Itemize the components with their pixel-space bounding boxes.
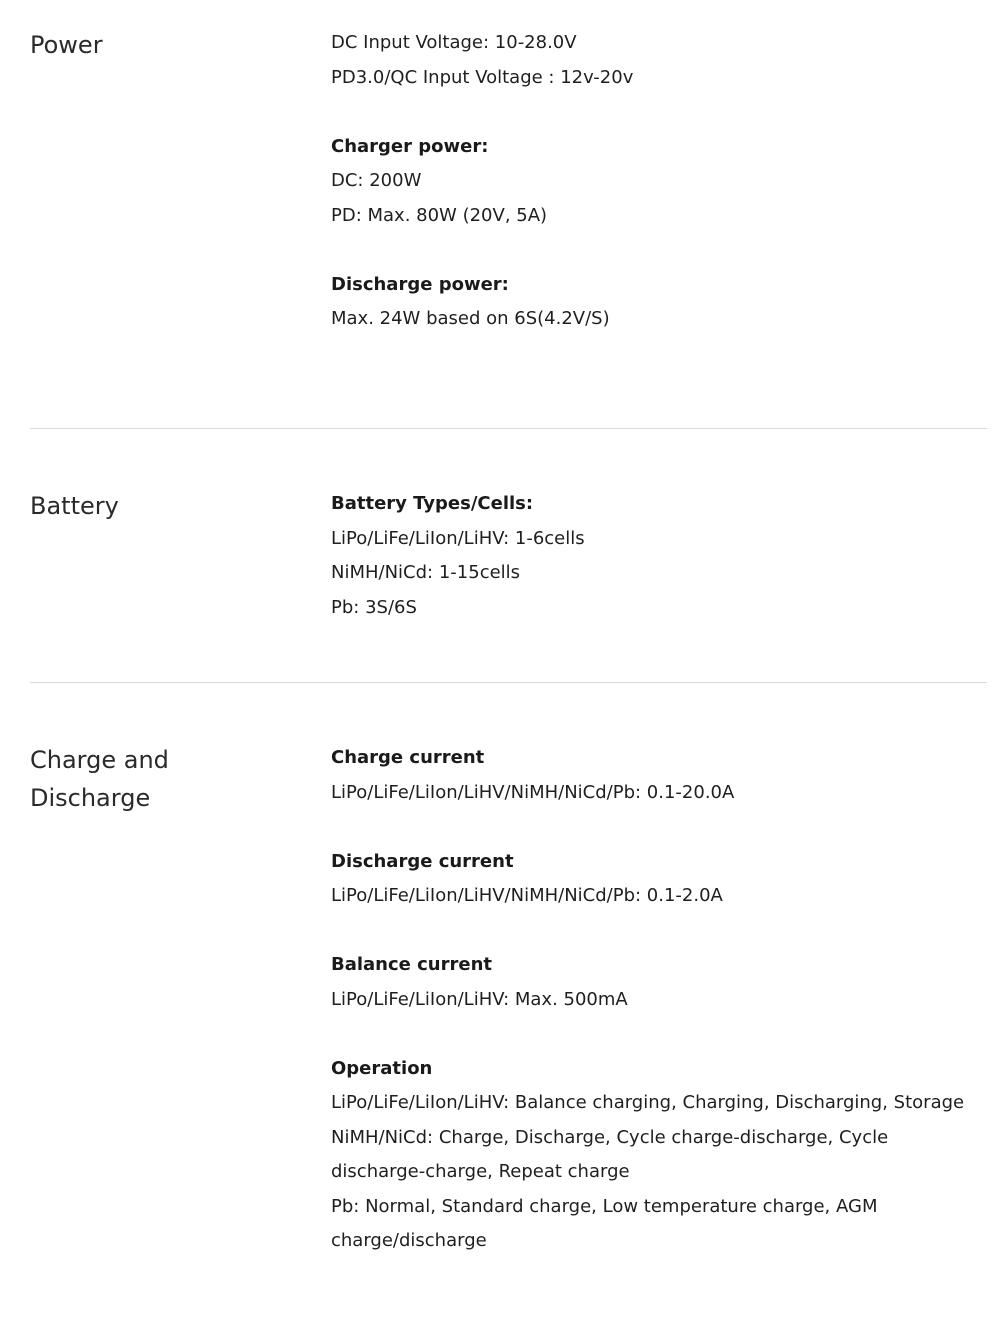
charge-current-value: LiPo/LiFe/LiIon/LiHV/NiMH/NiCd/Pb: 0.1-20.0A xyxy=(331,781,735,803)
balance-current-heading: Balance current xyxy=(331,954,493,975)
spacer xyxy=(331,810,991,845)
charger-power-heading: Charger power: xyxy=(331,135,489,157)
charge-discharge-title-line1: Charge and xyxy=(30,746,169,774)
pd-input-voltage: PD3.0/QC Input Voltage : 12v-20v xyxy=(331,66,634,88)
charge-discharge-title xyxy=(30,741,290,817)
spacer xyxy=(331,1017,991,1052)
operation-line: discharge-charge, Repeat charge xyxy=(331,1161,630,1182)
charger-power-pd: PD: Max. 80W (20V, 5A) xyxy=(331,204,548,226)
spacer xyxy=(331,95,991,130)
spacer xyxy=(331,233,991,268)
battery-nimh-cells: NiMH/NiCd: 1-15cells xyxy=(331,562,521,583)
operation-line: LiPo/LiFe/LiIon/LiHV: Balance charging, Charging, Discharging, Storage xyxy=(331,1092,965,1113)
battery-pb-cells: Pb: 3S/6S xyxy=(331,596,417,618)
balance-current-value: LiPo/LiFe/LiIon/LiHV: Max. 500mA xyxy=(331,988,628,1010)
power-specs xyxy=(331,26,991,337)
battery-lipo-cells: LiPo/LiFe/LiIon/LiHV: 1-6cells xyxy=(331,527,585,549)
discharge-power-heading: Discharge power: xyxy=(331,273,509,295)
charge-current-heading: Charge current xyxy=(331,747,485,768)
operation-line: charge/discharge xyxy=(331,1230,487,1251)
battery-types-heading: Battery Types/Cells: xyxy=(331,493,534,514)
battery-title: Battery xyxy=(30,492,119,520)
discharge-power-value: Max. 24W based on 6S(4.2V/S) xyxy=(331,308,610,329)
charge-discharge-title-line2: Discharge xyxy=(30,784,151,812)
spacer xyxy=(331,914,991,949)
battery-specs xyxy=(331,487,991,625)
section-divider xyxy=(30,428,987,429)
section-divider xyxy=(30,682,987,683)
discharge-current-value: LiPo/LiFe/LiIon/LiHV/NiMH/NiCd/Pb: 0.1-2.0A xyxy=(331,885,723,906)
dc-input-voltage: DC Input Voltage: 10-28.0V xyxy=(331,32,577,53)
power-title: Power xyxy=(30,31,103,59)
operation-heading: Operation xyxy=(331,1057,433,1079)
operation-line: NiMH/NiCd: Charge, Discharge, Cycle charge-discharge, Cycle xyxy=(331,1126,889,1148)
operation-line: Pb: Normal, Standard charge, Low temperature charge, AGM xyxy=(331,1195,878,1217)
charge-discharge-specs xyxy=(331,741,991,1259)
discharge-current-heading: Discharge current xyxy=(331,850,514,872)
charger-power-dc: DC: 200W xyxy=(331,170,422,191)
